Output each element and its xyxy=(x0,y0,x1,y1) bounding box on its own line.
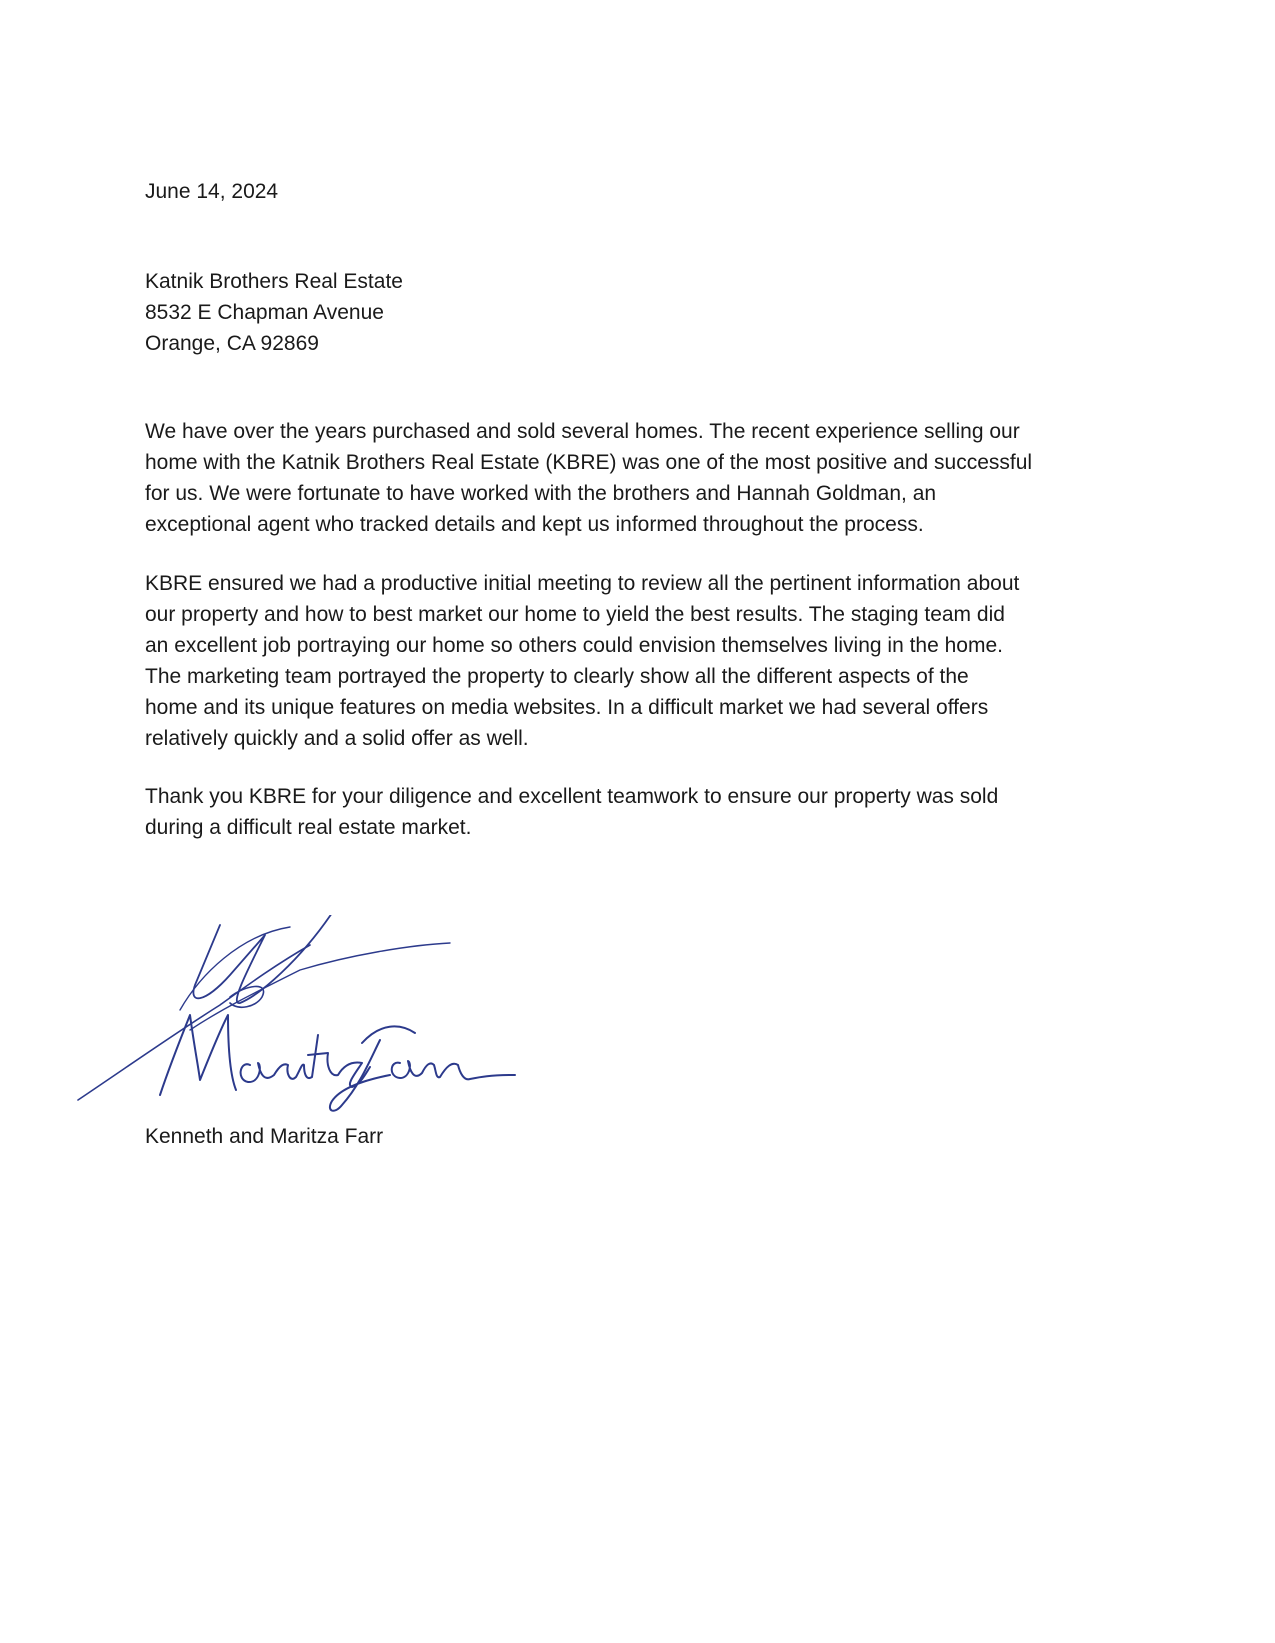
paragraph-line: an excellent job portraying our home so others could envision themselves living in the home. xyxy=(145,634,1003,657)
paragraph-line: relatively quickly and a solid offer as well. xyxy=(145,727,529,750)
recipient-address xyxy=(145,266,403,359)
recipient-street: 8532 E Chapman Avenue xyxy=(145,301,384,324)
paragraph-line: We have over the years purchased and sold several homes. The recent experience selling our xyxy=(145,420,1020,443)
paragraph-2 xyxy=(145,568,1019,754)
paragraph-line: during a difficult real estate market. xyxy=(145,816,472,839)
paragraph-line: home with the Katnik Brothers Real Estate (KBRE) was one of the most positive and successful xyxy=(145,451,1033,474)
paragraph-line: for us. We were fortunate to have worked with the brothers and Hannah Goldman, an xyxy=(145,482,937,505)
signature-strokes xyxy=(78,915,515,1111)
paragraph-line: our property and how to best market our home to yield the best results. The staging team did xyxy=(145,603,1005,626)
paragraph-1 xyxy=(145,416,1032,540)
signature-stroke xyxy=(241,1035,370,1087)
paragraph-line: Thank you KBRE for your diligence and excellent teamwork to ensure our property was sold xyxy=(145,785,999,808)
paragraph-line: The marketing team portrayed the property to clearly show all the different aspects of the xyxy=(145,665,969,688)
recipient-name: Katnik Brothers Real Estate xyxy=(145,270,403,293)
recipient-city: Orange, CA 92869 xyxy=(145,332,319,355)
signature-stroke xyxy=(78,945,310,1100)
signature-stroke xyxy=(392,1061,515,1079)
signer-names: Kenneth and Maritza Farr xyxy=(145,1125,384,1148)
signature-stroke xyxy=(160,1015,236,1095)
paragraph-line: exceptional agent who tracked details and kept us informed throughout the process. xyxy=(145,513,924,536)
handwritten-signature xyxy=(70,915,530,1115)
paragraph-line: KBRE ensured we had a productive initial meeting to review all the pertinent information about xyxy=(145,572,1020,595)
paragraph-line: home and its unique features on media websites. In a difficult market we had several offers xyxy=(145,696,989,719)
paragraph-3 xyxy=(145,781,998,843)
letter-date: June 14, 2024 xyxy=(145,180,279,203)
